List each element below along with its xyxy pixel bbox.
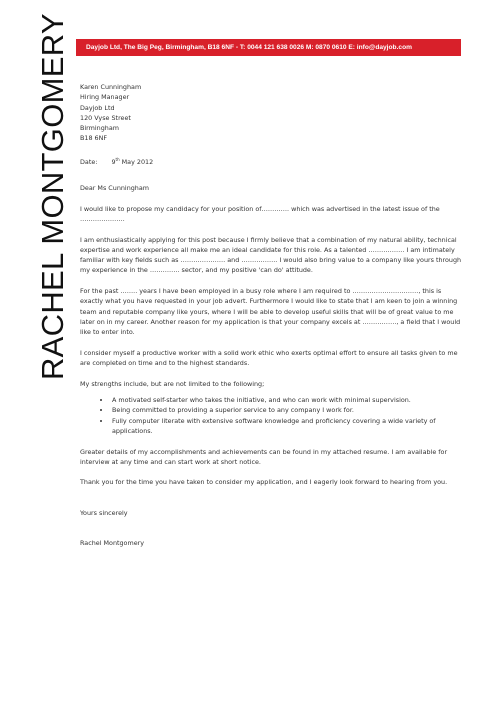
recipient-company: Dayjob Ltd [80, 103, 115, 112]
recipient-name: Karen Cunningham [80, 83, 142, 91]
paragraph-experience: For the past …….. years I have been employed in a busy role where I am required to …………………………., this is exactly what you have requested in your job advert. Furthermore I would like to state that I am keen to join a winning team and reputable company like yours, where I will be able to develop useful skills that will be of great value to me later on in my career. Another reason for my application is that your company excels at ……………., a field that I would like to enter into. [80, 287, 461, 337]
recipient-title: Hiring Manager [80, 93, 130, 102]
letter-body [80, 82, 465, 548]
paragraph-thanks: Thank you for the time you have taken to consider my application, and I eagerly look forward to hearing from you. [80, 478, 448, 487]
candidate-name-vertical: RACHEL MONTGOMERY [35, 13, 70, 380]
recipient-city: Birmingham [80, 124, 119, 133]
sign-off: Yours sincerely [80, 508, 128, 517]
list-item: • Being committed to providing a superior service to any company I work for. [111, 405, 465, 415]
signature-name: Rachel Montgomery [80, 538, 145, 547]
date-suffix: th [115, 156, 120, 162]
date-label: Date: [80, 157, 98, 166]
list-item: • Fully computer literate with extensive software knowledge and proficiency covering a wide variety of applications. [111, 416, 465, 437]
letter-date [80, 157, 465, 167]
salutation: Dear Ms Cunningham [80, 184, 149, 193]
recipient-postcode: B18 6NF [80, 134, 108, 143]
paragraph-availability: Greater details of my accomplishments and achievements can be found in my attached resume. I am available for interview at any time and can start work at short notice. [80, 447, 448, 466]
recipient-street: 120 Vyse Street [80, 113, 131, 122]
paragraph-motivation: I am enthusiastically applying for this post because I firmly believe that a combination of my natural ability, technical expertise and work experience all make me an ideal candidate for this role. As a talented …………….. I am intimately familiar with key fields such as ………………… and …………….. I would also bring value to a company like yours through my experience in the ………….. sector, and my positive 'can do' attitude. [80, 235, 462, 275]
paragraph-intro: I would like to propose my candidacy for your position of…………. which was advertised in the latest issue of the ………………… [80, 204, 440, 223]
date-rest: May 2012 [121, 157, 154, 166]
list-item: • A motivated self-starter who takes the initiative, and who can work with minimal supervision. [111, 395, 465, 405]
paragraph-work-ethic: I consider myself a productive worker with a solid work ethic who exerts optimal effort to ensure all tasks given to me are completed on time and to the highest standards. [80, 348, 458, 368]
recipient-address [80, 82, 465, 144]
contact-header-bar: Dayjob Ltd, The Big Peg, Birmingham, B18 6NF - T: 0044 121 638 0026 M: 0870 0610 E: info@dayjob.com [76, 39, 461, 56]
date-day: 9 [111, 157, 116, 166]
strengths-list [80, 395, 465, 436]
paragraph-strengths-intro: My strengths include, but are not limited to the following; [80, 379, 265, 388]
